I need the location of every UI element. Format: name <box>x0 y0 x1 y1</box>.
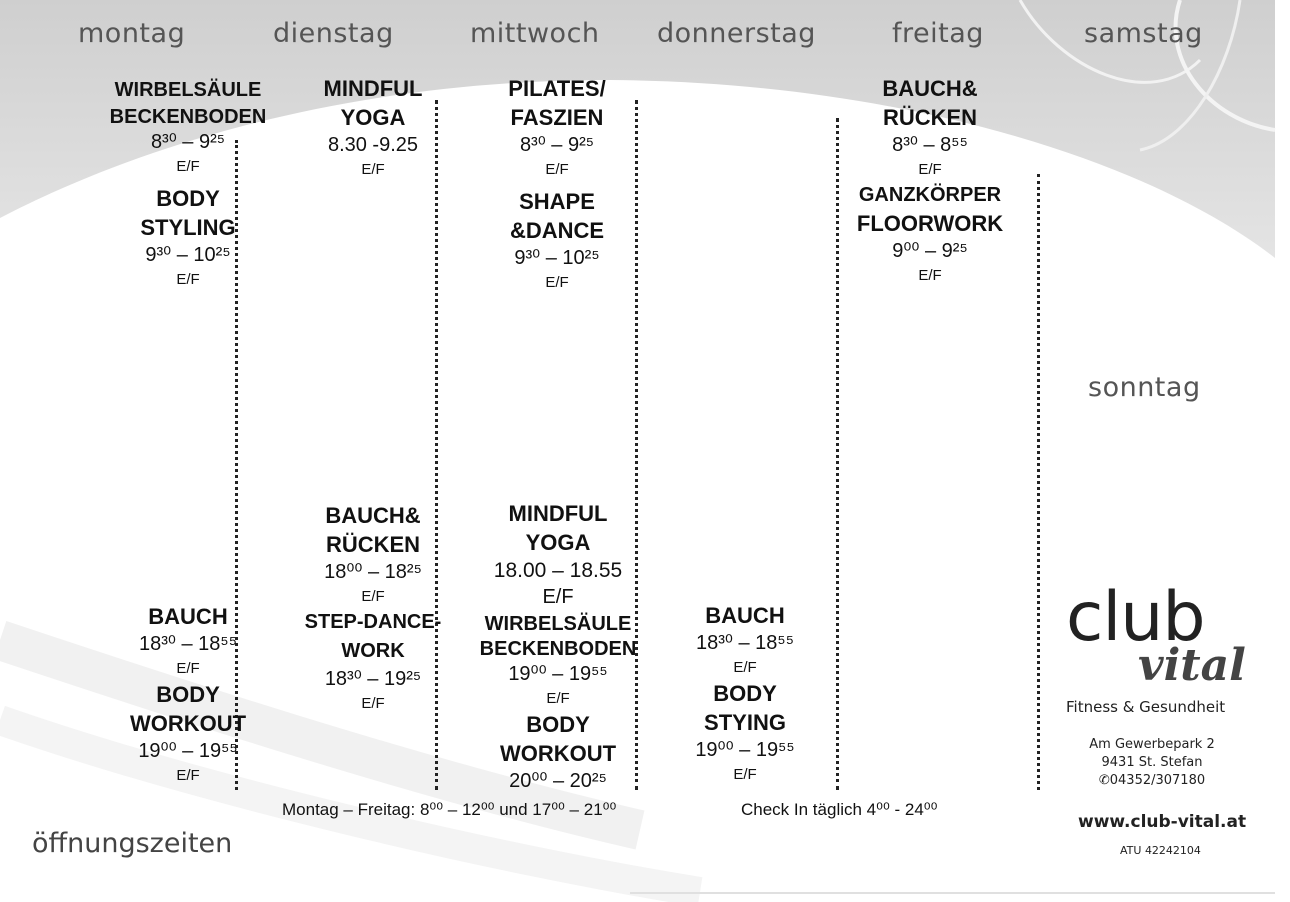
class-note: E/F <box>545 161 569 178</box>
class-name: STYLING <box>140 215 236 240</box>
class-name: BAUCH& <box>882 76 978 101</box>
class-name: &DANCE <box>509 218 605 243</box>
class-name: STEP-DANCE- <box>304 611 442 633</box>
day-freitag: freitag <box>892 18 984 49</box>
class-name: WIRBELSÄULE <box>114 79 262 101</box>
class-name: RÜCKEN <box>882 105 978 130</box>
class-name: PILATES/ <box>508 76 606 101</box>
class-name: GANZKÖRPER <box>858 184 1002 206</box>
address-street: Am Gewerbepark 2 <box>1089 737 1215 752</box>
class-note: E/F <box>361 588 385 605</box>
class-time: 19⁰⁰ – 19⁵⁵ <box>695 739 795 761</box>
dienstag-morning-classes <box>288 74 458 181</box>
class-note: E/F <box>176 660 200 677</box>
class-time: 8³⁰ – 9²⁵ <box>519 134 595 156</box>
column-divider <box>1037 174 1040 790</box>
freitag-morning-classes <box>844 74 1016 287</box>
class-time: 18⁰⁰ – 18²⁵ <box>324 561 422 583</box>
mittwoch-evening-classes <box>470 499 646 795</box>
class-name: RÜCKEN <box>325 532 421 557</box>
class-name: WORKOUT <box>499 741 617 766</box>
class-name: BODY <box>156 186 220 211</box>
class-time: 8³⁰ – 8⁵⁵ <box>892 134 968 156</box>
day-montag: montag <box>78 18 186 49</box>
class-name: STYING <box>704 710 786 735</box>
class-note: E/F <box>545 274 569 291</box>
class-time: 18³⁰ – 18⁵⁵ <box>139 633 237 655</box>
class-name: FLOORWORK <box>856 211 1004 236</box>
class-name: MINDFUL <box>323 76 423 101</box>
class-time: 19⁰⁰ – 19⁵⁵ <box>508 663 608 685</box>
class-name: FASZIEN <box>510 105 604 130</box>
atu-number: ATU 42242104 <box>1120 844 1201 857</box>
class-time: 18³⁰ – 18⁵⁵ <box>696 632 794 654</box>
class-name: SHAPE <box>519 189 595 214</box>
mittwoch-morning-classes <box>476 74 638 294</box>
class-note: E/F <box>176 271 200 288</box>
montag-evening-classes <box>98 602 278 787</box>
dienstag-evening-classes <box>282 501 464 715</box>
class-time: 18³⁰ – 19²⁵ <box>324 668 422 690</box>
class-note: E/F <box>361 161 385 178</box>
day-dienstag: dienstag <box>273 18 394 49</box>
class-note: E/F <box>918 161 942 178</box>
class-name: BECKENBODEN <box>479 638 637 660</box>
logo-tagline: Fitness & Gesundheit <box>1066 698 1226 716</box>
class-name: BAUCH <box>148 604 228 629</box>
class-name: YOGA <box>525 530 591 555</box>
class-time: 8³⁰ – 9²⁵ <box>150 131 226 153</box>
day-sonntag: sonntag <box>1088 372 1201 403</box>
class-note: E/F <box>176 158 200 175</box>
day-samstag: samstag <box>1084 18 1203 49</box>
class-note: E/F <box>176 767 200 784</box>
class-name: YOGA <box>340 105 406 130</box>
class-note: E/F <box>918 267 942 284</box>
opening-hours-heading: öffnungszeiten <box>32 828 233 859</box>
class-name: BAUCH& <box>325 503 421 528</box>
class-time: 20⁰⁰ – 20²⁵ <box>509 770 607 792</box>
class-note: E/F <box>361 695 385 712</box>
class-note: E/F <box>546 690 570 707</box>
class-time: 18.00 – 18.55 <box>493 559 623 582</box>
class-time: 8.30 -9.25 <box>327 134 419 156</box>
day-mittwoch: mittwoch <box>470 18 600 49</box>
class-name: BECKENBODEN <box>109 106 267 128</box>
class-note: E/F <box>542 586 574 608</box>
class-name: WORK <box>341 640 405 662</box>
class-name: MINDFUL <box>508 501 608 526</box>
class-note: E/F <box>733 766 757 783</box>
logo-vital: vital <box>1138 640 1246 691</box>
class-time: 9³⁰ – 10²⁵ <box>145 244 231 266</box>
phone-number: ✆04352/307180 <box>1098 773 1206 788</box>
montag-morning-classes <box>98 76 278 291</box>
class-name: WORKOUT <box>129 711 247 736</box>
opening-hours-weekday: Montag – Freitag: 8⁰⁰ – 12⁰⁰ und 17⁰⁰ – 21⁰⁰ <box>282 800 617 819</box>
class-name: BAUCH <box>705 603 785 628</box>
donnerstag-evening-classes <box>670 601 820 786</box>
column-divider <box>836 118 839 790</box>
class-time: 19⁰⁰ – 19⁵⁵ <box>138 740 238 762</box>
address-city: 9431 St. Stefan <box>1101 755 1203 770</box>
class-name: BODY <box>526 712 590 737</box>
class-name: BODY <box>713 681 777 706</box>
class-time: 9³⁰ – 10²⁵ <box>514 247 600 269</box>
class-note: E/F <box>733 659 757 676</box>
website-link[interactable]: www.club-vital.at <box>1078 812 1247 832</box>
class-name: BODY <box>156 682 220 707</box>
class-time: 9⁰⁰ – 9²⁵ <box>892 240 968 262</box>
class-name: WIRBELSÄULE <box>484 613 632 635</box>
logo-club: club <box>1066 578 1205 657</box>
opening-hours-checkin: Check In täglich 4⁰⁰ - 24⁰⁰ <box>741 800 938 819</box>
day-donnerstag: donnerstag <box>657 18 816 49</box>
